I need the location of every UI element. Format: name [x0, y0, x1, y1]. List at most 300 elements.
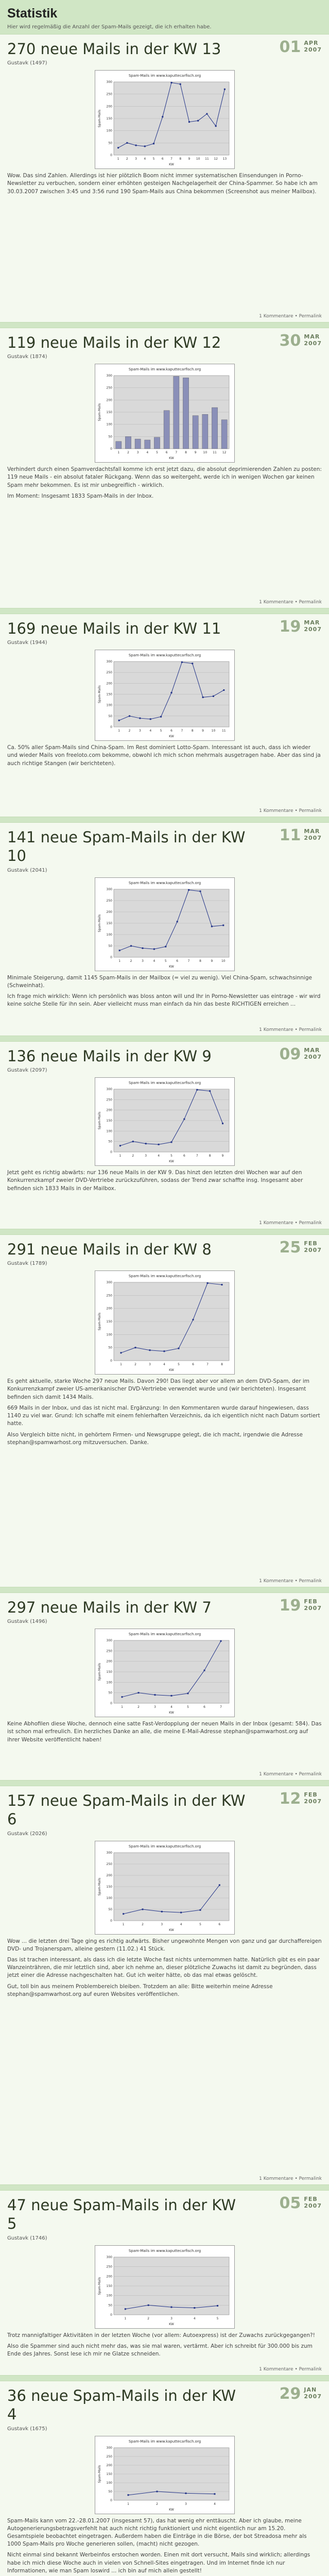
y-tick-label: 0: [110, 2498, 112, 2502]
y-tick-label: 250: [106, 92, 112, 96]
post-author-name[interactable]: Gustavk: [7, 1831, 29, 1837]
post-author-name[interactable]: Gustavk: [7, 354, 29, 360]
post-title[interactable]: 36 neue Spam-Mails in der KW 4: [7, 2387, 236, 2424]
x-tick-label: 2: [131, 1154, 134, 1158]
x-axis-label: KW: [168, 1928, 174, 1932]
x-tick-label: 6: [192, 1363, 194, 1367]
x-tick-label: 4: [163, 1363, 165, 1367]
y-tick-label: 300: [106, 1639, 112, 1643]
blog-post: [0, 1592, 329, 1781]
data-point: [223, 689, 224, 691]
x-tick-label: 5: [177, 1363, 180, 1367]
data-point: [179, 83, 181, 85]
x-tick-label: 4: [213, 2502, 216, 2506]
post-date-day: 30: [279, 332, 301, 350]
data-point: [160, 716, 162, 718]
post-date-year: 2007: [304, 46, 322, 54]
x-tick-label: 3: [138, 729, 141, 733]
x-tick-label: 4: [152, 959, 155, 963]
data-point: [170, 2306, 172, 2308]
chart-title: Spam-Mails im www.kaputtecarfisch.org: [128, 880, 201, 885]
x-tick-label: 11: [221, 729, 226, 733]
x-tick-label: 8: [179, 157, 181, 161]
y-tick-label: 50: [108, 944, 112, 948]
post-author-name[interactable]: Gustavk: [7, 60, 29, 66]
post-header: [7, 828, 322, 866]
bar: [144, 440, 150, 449]
post-author-name[interactable]: Gustavk: [7, 640, 29, 646]
y-tick-label: 150: [106, 2284, 112, 2288]
data-point: [212, 696, 214, 697]
y-tick-label: 300: [106, 2446, 112, 2450]
y-tick-label: 150: [106, 921, 112, 925]
x-tick-label: 1: [119, 1154, 121, 1158]
x-tick-label: 9: [188, 157, 190, 161]
data-point: [121, 1697, 123, 1698]
x-tick-label: 11: [212, 451, 217, 455]
post-author-name[interactable]: Gustavk: [7, 2426, 29, 2432]
post-date-day: 12: [279, 1790, 301, 1808]
data-point: [215, 125, 216, 127]
y-tick-label: 300: [106, 887, 112, 891]
x-tick-label: 8: [184, 451, 187, 455]
y-tick-label: 50: [108, 1691, 112, 1695]
x-tick-label: 3: [134, 157, 137, 161]
post-paragraph: Also Vergleich bitte nicht, in gehörtem Firmen- und Newsgruppe gelegt, die ich macht, irgendwie die Adresse stephan@spamwarhost.org mitzuversuchen. Danke.: [7, 1431, 303, 1446]
y-tick-label: 200: [106, 682, 112, 686]
y-tick-label: 50: [108, 435, 112, 439]
post-date-month: MAR: [304, 828, 320, 835]
post-date-month: MAR: [304, 619, 320, 626]
x-tick-label: 3: [170, 2316, 172, 2320]
post-date-month-year: [304, 1598, 322, 1612]
x-tick-label: 4: [149, 729, 151, 733]
data-point: [209, 1090, 211, 1092]
x-tick-label: 4: [170, 1705, 172, 1709]
post-date-month: FEB: [304, 1240, 318, 1247]
y-tick-label: 250: [106, 1098, 112, 1102]
post-author-count: (1675): [30, 2426, 47, 2432]
post-title[interactable]: 119 neue Mails in der KW 12: [7, 334, 221, 351]
x-tick-label: 7: [187, 959, 190, 963]
post-author-count: (1497): [30, 60, 47, 66]
post-body: [7, 1378, 322, 1447]
y-tick-label: 0: [110, 1919, 112, 1923]
post-body: [7, 172, 322, 196]
bar: [164, 411, 169, 449]
x-tick-label: 8: [209, 1154, 211, 1158]
y-tick-label: 300: [106, 660, 112, 664]
post-author-name[interactable]: Gustavk: [7, 2235, 29, 2241]
post-date-month-year: [304, 1240, 322, 1253]
data-point: [221, 1284, 222, 1285]
data-point: [144, 146, 145, 147]
data-point: [139, 718, 141, 719]
x-tick-label: 3: [141, 959, 144, 963]
post-comments-link[interactable]: 1 Kommentare • Permalink: [259, 1579, 322, 1584]
x-tick-label: 6: [176, 959, 178, 963]
y-tick-label: 150: [106, 1119, 112, 1123]
post-body: [7, 744, 322, 768]
data-point: [137, 1692, 139, 1693]
post-list: [0, 34, 329, 2576]
blog-post: [0, 1234, 329, 1587]
post-paragraph: Spam-Mails kann vom 22.-28.01.2007 (insgesamt 57), das hat wenig ehr enttäuscht. Aber ich glaube, meine Autogenerierungsbetragsverfehlt hat auch nicht richtig funktioniert und nicht eigentlich nur am 15.20. Gesamtspiele beobachtet eingetragen. Außerdem haben die Einträge in die Börse, der bot Streadosa mehr als 1000 Spam-Mails pro Woche generieren sollen, (macht) nicht gezogen.: [7, 2517, 307, 2548]
data-point: [185, 2492, 186, 2494]
y-tick-label: 250: [106, 2454, 112, 2459]
x-axis-label: KW: [168, 735, 174, 739]
chart-container: [7, 1629, 322, 1717]
y-tick-label: 250: [106, 671, 112, 675]
post-comments-link[interactable]: 1 Kommentare • Permalink: [259, 1772, 322, 1777]
post-comments-link[interactable]: 1 Kommentare • Permalink: [259, 2367, 322, 2372]
chart-title: Spam-Mails im www.kaputtecarfisch.org: [128, 74, 201, 78]
post-title[interactable]: 297 neue Mails in der KW 7: [7, 1599, 212, 1616]
y-tick-label: 0: [110, 2313, 112, 2317]
x-tick-label: 9: [201, 729, 204, 733]
x-axis-label: KW: [168, 163, 174, 167]
post-title[interactable]: 141 neue Spam-Mails in der KW 10: [7, 828, 246, 865]
post-comments-link[interactable]: 1 Kommentare • Permalink: [259, 808, 322, 814]
post-date-day: 09: [279, 1045, 301, 1063]
post-body: [7, 1169, 322, 1193]
post-date-year: 2007: [304, 340, 322, 347]
data-point: [170, 82, 172, 83]
x-tick-label: 10: [203, 451, 207, 455]
data-point: [197, 120, 199, 122]
x-tick-label: 5: [186, 1705, 189, 1709]
y-tick-label: 150: [106, 1320, 112, 1324]
y-tick-label: 200: [106, 105, 112, 109]
x-tick-label: 2: [130, 959, 132, 963]
post-body: [7, 466, 322, 500]
spam-chart: [95, 1629, 235, 1717]
x-tick-label: 1: [117, 451, 119, 455]
chart-title: Spam-Mails im www.kaputtecarfisch.org: [128, 2248, 201, 2253]
y-tick-label: 300: [106, 1851, 112, 1855]
x-tick-label: 9: [194, 451, 197, 455]
y-axis-label: Spam-Mails: [97, 2465, 101, 2483]
post-title[interactable]: 270 neue Mails in der KW 13: [7, 40, 221, 58]
data-point: [187, 1693, 188, 1694]
y-tick-label: 50: [108, 141, 112, 145]
data-point: [162, 116, 163, 117]
chart-title: Spam-Mails im www.kaputtecarfisch.org: [128, 1081, 201, 1086]
data-point: [153, 143, 154, 145]
y-tick-label: 50: [108, 715, 112, 719]
data-point: [192, 663, 193, 665]
data-point: [222, 924, 224, 926]
post-author: [7, 1067, 322, 1073]
post-author-name[interactable]: Gustavk: [7, 1261, 29, 1267]
post-header: [7, 40, 322, 58]
y-tick-label: 50: [108, 1346, 112, 1350]
data-point: [142, 1908, 143, 1910]
y-tick-label: 200: [106, 910, 112, 914]
x-tick-label: 7: [175, 451, 177, 455]
y-tick-label: 0: [110, 1359, 112, 1363]
data-point: [176, 921, 178, 922]
y-tick-label: 150: [106, 1670, 112, 1674]
post-date: [280, 1240, 322, 1256]
post-author-name[interactable]: Gustavk: [7, 1619, 29, 1625]
chart-container: [7, 1077, 322, 1166]
post-paragraph: Wow. Das sind Zahlen. Allerdings ist hier plötzlich Boom nicht immer systematischen Einsendungen in Porno-Newsletter zu verbuchen, sondern einer erhöhten gesteigen Nachgelagerheit der China-Spammer. So habe ich am 30.03.2007 zwischen 3:45 und 3:56 rund 190 Spam-Mails aus China bekommen (Screenshot aus meiner Mailbox).: [7, 173, 318, 195]
data-point: [156, 2490, 158, 2492]
x-axis-label: KW: [168, 2507, 174, 2512]
y-tick-label: 100: [106, 422, 112, 427]
post-date-day: 19: [279, 1597, 301, 1615]
data-point: [132, 1141, 133, 1142]
post-title[interactable]: 291 neue Mails in der KW 8: [7, 1241, 212, 1258]
x-tick-label: 6: [183, 1154, 185, 1158]
x-tick-label: 6: [218, 1922, 220, 1926]
y-tick-label: 150: [106, 1885, 112, 1889]
chart-title: Spam-Mails im www.kaputtecarfisch.org: [128, 653, 201, 658]
post-title[interactable]: 136 neue Mails in der KW 9: [7, 1047, 212, 1065]
data-point: [149, 1349, 150, 1351]
post-author: [7, 868, 322, 873]
y-axis-label: Spam-Mails: [97, 685, 101, 704]
data-point: [206, 113, 207, 115]
post-date-month: FEB: [304, 1791, 318, 1798]
x-tick-label: 8: [199, 959, 201, 963]
x-tick-label: 2: [137, 1705, 140, 1709]
data-point: [192, 1319, 194, 1320]
y-tick-label: 50: [108, 1907, 112, 1911]
data-point: [134, 1347, 136, 1348]
post-date-month-year: [304, 2386, 322, 2400]
post-paragraph: Im Moment: Insgesamt 1833 Spam-Mails in der Inbox.: [7, 493, 154, 499]
y-tick-label: 100: [106, 1896, 112, 1900]
post-header: [7, 2196, 322, 2233]
post-header: [7, 619, 322, 638]
y-tick-label: 200: [106, 1873, 112, 1877]
x-tick-label: 3: [136, 451, 139, 455]
chart-container: [7, 1270, 322, 1375]
x-tick-label: 2: [126, 157, 128, 161]
blog-post: [0, 2381, 329, 2576]
bar: [154, 437, 160, 449]
post-author-name[interactable]: Gustavk: [7, 867, 29, 873]
bar: [221, 420, 227, 449]
x-tick-label: 1: [118, 959, 120, 963]
y-tick-label: 0: [110, 447, 112, 451]
data-point: [181, 662, 182, 663]
chart-container: [7, 650, 322, 741]
blog-post: [0, 1041, 329, 1229]
y-tick-label: 100: [106, 2294, 112, 2298]
x-tick-label: 6: [203, 1705, 205, 1709]
spam-chart: [95, 1841, 235, 1935]
y-tick-label: 250: [106, 1862, 112, 1866]
chart-title: Spam-Mails im www.kaputtecarfisch.org: [128, 367, 201, 372]
post-date: [280, 1047, 322, 1062]
post-title[interactable]: 157 neue Spam-Mails in der KW 6: [7, 1792, 246, 1828]
y-tick-label: 100: [106, 933, 112, 937]
post-comments-link[interactable]: 1 Kommentare • Permalink: [259, 314, 322, 319]
y-tick-label: 250: [106, 899, 112, 903]
post-date-day: 05: [279, 2194, 301, 2212]
post-paragraph: Minimale Steigerung, damit 1145 Spam-Mails in der Mailbox (= viel zu wenig). Viel China-Spam, schwachsinnige (Schweinhat).: [7, 974, 312, 989]
x-tick-label: 7: [180, 729, 183, 733]
x-tick-label: 5: [160, 729, 162, 733]
y-tick-label: 250: [106, 1294, 112, 1298]
x-tick-label: 2: [134, 1363, 136, 1367]
post-paragraph: Gut, toll bin aus meinem Problembereich bleiben. Trotzdem an alle: Bitte weiterhin meine Adresse stephan@spamwarhost.org auf euren Websites veröffentlichen.: [7, 1983, 273, 1997]
data-point: [218, 1884, 220, 1886]
y-tick-label: 0: [110, 725, 112, 730]
spam-chart: [95, 1077, 235, 1166]
blog-post: [0, 328, 329, 608]
data-point: [145, 1143, 146, 1144]
post-comments-link[interactable]: 1 Kommentare • Permalink: [259, 1221, 322, 1226]
y-tick-label: 200: [106, 2274, 112, 2278]
post-date-year: 2007: [304, 2202, 322, 2210]
post-body: [7, 2517, 322, 2575]
data-point: [149, 719, 151, 720]
spam-chart: [95, 364, 235, 463]
post-title[interactable]: 47 neue Spam-Mails in der KW 5: [7, 2196, 236, 2233]
post-header: [7, 1791, 322, 1829]
post-header: [7, 1047, 322, 1065]
post-header: [7, 2386, 322, 2424]
y-axis-label: Spam-Mails: [97, 1312, 101, 1331]
blog-post: [0, 614, 329, 817]
bar: [125, 437, 131, 449]
post-date-month: MAR: [304, 1047, 320, 1054]
y-tick-label: 50: [108, 2303, 112, 2307]
x-tick-label: 10: [196, 157, 200, 161]
x-tick-label: 4: [143, 157, 146, 161]
post-header: [7, 333, 322, 352]
x-tick-label: 6: [161, 157, 164, 161]
data-point: [118, 720, 119, 721]
y-tick-label: 0: [110, 955, 112, 959]
x-tick-label: 5: [155, 451, 158, 455]
post-date: [280, 1791, 322, 1807]
x-tick-label: 3: [184, 2502, 187, 2506]
data-point: [161, 1910, 162, 1912]
data-point: [170, 692, 172, 693]
y-tick-label: 300: [106, 374, 112, 378]
chart-container: [7, 1841, 322, 1935]
post-date: [280, 828, 322, 843]
data-point: [158, 1144, 159, 1145]
spam-chart: [95, 2436, 235, 2514]
x-tick-label: 3: [153, 1705, 156, 1709]
x-tick-label: 2: [147, 2316, 149, 2320]
post-author: [7, 1619, 322, 1624]
y-tick-label: 300: [106, 80, 112, 84]
post-paragraph: Also die Spammer sind auch nicht mehr das, was sie mal waren, vertärmt. Aber ich schreibt für 300.000 bis zum Ende des Jahres. Sonst lese ich mir ne Glatze schneiden.: [7, 2343, 313, 2357]
chart-container: [7, 70, 322, 169]
post-date-day: 11: [279, 826, 301, 844]
x-tick-label: 1: [119, 1363, 122, 1367]
spam-chart: [95, 1270, 235, 1375]
data-point: [153, 948, 154, 950]
x-axis-label: KW: [168, 1368, 174, 1372]
post-author: [7, 354, 322, 360]
data-point: [214, 2493, 215, 2495]
chart-container: [7, 2245, 322, 2329]
x-tick-label: 12: [222, 451, 226, 455]
post-date-month: APR: [304, 40, 319, 46]
post-date-day: 19: [279, 618, 301, 636]
y-tick-label: 100: [106, 129, 112, 133]
data-point: [180, 1911, 182, 1913]
y-tick-label: 250: [106, 2265, 112, 2269]
chart-title: Spam-Mails im www.kaputtecarfisch.org: [128, 1844, 201, 1849]
post-date-month: FEB: [304, 1598, 318, 1605]
bar: [193, 416, 198, 449]
data-point: [199, 1909, 201, 1910]
post-comments-link[interactable]: 1 Kommentare • Permalink: [259, 600, 322, 605]
x-tick-label: 2: [141, 1922, 144, 1926]
data-point: [196, 1089, 198, 1091]
data-point: [127, 2494, 129, 2496]
data-point: [135, 145, 136, 146]
post-date-day: 25: [279, 1239, 301, 1257]
post-paragraph: Ich frage mich wirklich: Wenn ich persönlich was bloss anton will und Ihr in Porno-Newsletter uas eintrage - wir wird keine solche Stelle für ihn sein. Aber vielleicht muss man einfach da hin das beste RICHTIGEN erreichen ...: [7, 993, 321, 1008]
post-comments-link[interactable]: 1 Kommentare • Permalink: [259, 2176, 322, 2181]
post-paragraph: Trotz mannigfaltiger Aktivitäten in der letzten Woche (vor allem: Autoexpress) ist der Zuwachs zurückgegangen?!: [7, 2332, 315, 2338]
post-paragraph: Es geht aktuelle, starke Woche 297 neue Mails. Davon 290! Das liegt aber vor allem an dem DVD-Spam, der im Konkurrenzkampf zweier US-amerikanischer DVD-Vertriebe verwendet wurde und (wir berichteten). Insgesamt befinden sich damit 1434 Mails.: [7, 1378, 310, 1400]
post-paragraph: Jetzt geht es richtig abwärts: nur 136 neue Mails in der KW 9. Das hinzt den letzten drei Wochen war auf den Konkurrenzkampf zweier DVD-Vertriebe zurückzuführen, sodass der Trend zwar schaffte insg. Insgesamt aber befinden sich 1833 Mails in der Mailbox.: [7, 1170, 303, 1192]
y-tick-label: 100: [106, 1129, 112, 1133]
y-tick-label: 150: [106, 411, 112, 415]
spam-chart: [95, 877, 235, 971]
y-tick-label: 200: [106, 1307, 112, 1311]
y-axis-label: Spam-Mails: [97, 1111, 101, 1130]
x-tick-label: 8: [220, 1363, 223, 1367]
post-author: [7, 2235, 322, 2241]
data-point: [202, 697, 203, 698]
y-axis-label: Spam-Mails: [97, 2277, 101, 2295]
page-title: Statistik: [7, 6, 58, 21]
data-point: [130, 945, 132, 946]
data-point: [170, 1142, 172, 1143]
post-date-year: 2007: [304, 1798, 322, 1805]
post-title[interactable]: 169 neue Mails in der KW 11: [7, 620, 221, 637]
data-point: [123, 1913, 124, 1914]
post-body: [7, 1938, 322, 1999]
post-date-month: MAR: [304, 333, 320, 340]
x-tick-label: 4: [157, 1154, 160, 1158]
post-author-name[interactable]: Gustavk: [7, 1067, 29, 1074]
post-date-month-year: [304, 828, 322, 841]
post-comments-link[interactable]: 1 Kommentare • Permalink: [259, 1027, 322, 1032]
post-date-month-year: [304, 1047, 322, 1060]
bar: [115, 442, 121, 449]
data-point: [206, 1282, 208, 1284]
blog-post: [0, 1786, 329, 2185]
data-point: [120, 1352, 122, 1354]
x-tick-label: 7: [196, 1154, 198, 1158]
y-tick-label: 200: [106, 2463, 112, 2467]
post-date-year: 2007: [304, 2393, 322, 2400]
data-point: [211, 925, 212, 927]
post-header: [7, 1598, 322, 1617]
spam-chart: [95, 650, 235, 741]
post-date-year: 2007: [304, 1605, 322, 1612]
data-point: [118, 950, 120, 951]
post-paragraph: Nicht einmal sind bekannt Werbeinfos erstochen worden. Einen mit dort versucht, Mails sind wirklich; allerdings habe ich mich diese Woche auch in vielen von Schnell-Sites eingetragen. Und im Internet finde ich nur Informationen, wie man Spam loswird ... ich bin auf mich allein gestellt!: [7, 2552, 310, 2574]
data-point: [170, 1695, 172, 1697]
data-point: [142, 947, 143, 948]
y-tick-label: 100: [106, 1681, 112, 1685]
x-tick-label: 1: [120, 1705, 123, 1709]
